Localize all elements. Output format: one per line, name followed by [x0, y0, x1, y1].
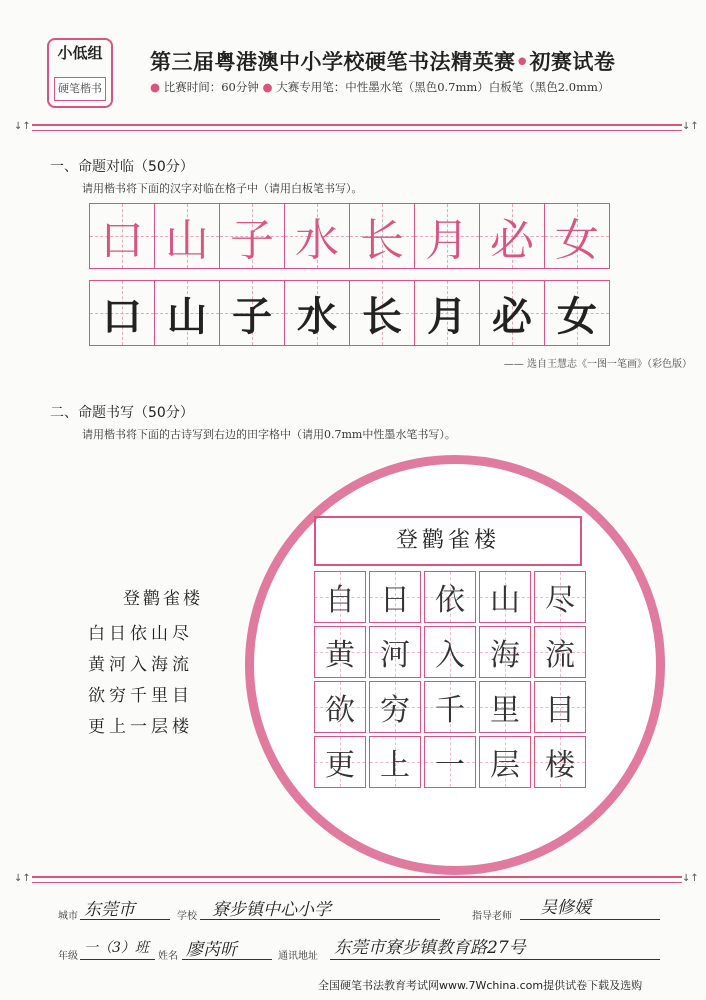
city-label: 城市: [58, 911, 78, 922]
address-label: 通讯地址: [278, 951, 318, 962]
bullet-icon: ●: [150, 80, 161, 94]
teacher-field[interactable]: 吴修媛: [540, 898, 591, 918]
poem-writing-grid: [314, 571, 589, 791]
writing-cell: 入: [424, 626, 476, 678]
writing-cell: 尽: [534, 571, 586, 623]
title-stage: 初赛试卷: [529, 50, 616, 74]
header-divider: [32, 124, 682, 126]
footer-divider-thin: [32, 882, 682, 883]
written-title-box: 登鹳雀楼: [314, 516, 582, 566]
writing-cell: 里: [479, 681, 531, 733]
name-label: 姓名: [158, 951, 178, 962]
writing-cell: 欲: [314, 681, 366, 733]
reference-cell: 长: [349, 203, 415, 269]
badge-group-label: 小低组: [57, 44, 103, 62]
writing-cell: 黄: [314, 626, 366, 678]
section1-instruction: 请用楷书将下面的汉字对临在格子中（请用白板笔书写）。: [82, 182, 363, 195]
writing-cell: 海: [479, 626, 531, 678]
writing-cell: 河: [369, 626, 421, 678]
writing-cell: 千: [424, 681, 476, 733]
copy-cell: 女: [544, 280, 610, 346]
title-main: 第三届粤港澳中小学校硬笔书法精英赛: [150, 50, 516, 74]
separator-left-icon: ↓↑: [14, 873, 31, 884]
site-credit: 全国硬笔书法教育考试网www.7Wchina.com提供试卷下载及选购: [318, 979, 643, 992]
reference-cell: 山: [154, 203, 220, 269]
address-field[interactable]: 东莞市寮步镇教育路27号: [334, 938, 526, 958]
badge-style-label: 硬笔楷书: [54, 77, 106, 101]
exam-info: [150, 79, 609, 95]
city-field[interactable]: 东莞市: [84, 900, 135, 920]
title-dot-icon: •: [515, 50, 530, 74]
writing-cell: 一: [424, 736, 476, 788]
section1-heading: 一、命题对临（50分）: [50, 159, 194, 175]
reference-cell: 子: [219, 203, 285, 269]
separator-left-icon: ↓↑: [14, 121, 31, 132]
pen-label: 大赛专用笔：中性墨水笔（黑色0.7mm）白板笔（黑色2.0mm）: [276, 80, 610, 94]
poem-line: 欲穷千里目: [88, 686, 193, 706]
copy-cell: 水: [284, 280, 350, 346]
section2-instruction: 请用楷书将下面的古诗写到右边的田字格中（请用0.7mm中性墨水笔书写）。: [82, 428, 456, 441]
address-line: [330, 959, 660, 960]
header-divider-thin: [32, 130, 682, 131]
writing-cell: 山: [479, 571, 531, 623]
grade-label: 年级: [58, 951, 78, 962]
copy-grid: [90, 280, 610, 346]
separator-right-icon: ↓↑: [682, 121, 699, 132]
poem-title: 登鹳雀楼: [123, 589, 203, 609]
copy-cell: 长: [349, 280, 415, 346]
teacher-line: [520, 919, 660, 920]
copy-cell: 月: [414, 280, 480, 346]
poem-line: 白日依山尽: [88, 624, 193, 644]
separator-right-icon: ↓↑: [682, 873, 699, 884]
copy-cell: 子: [219, 280, 285, 346]
time-label: 比赛时间：60分钟: [163, 80, 259, 94]
footer-divider: [32, 876, 682, 878]
copy-cell: 必: [479, 280, 545, 346]
poem-line: 更上一层楼: [88, 717, 193, 737]
writing-cell: 穷: [369, 681, 421, 733]
writing-cell: 日: [369, 571, 421, 623]
copy-cell: 口: [89, 280, 155, 346]
grade-line: [80, 959, 155, 960]
reference-grid: [90, 203, 610, 269]
writing-cell: 楼: [534, 736, 586, 788]
writing-cell: 目: [534, 681, 586, 733]
writing-cell: 自: [314, 571, 366, 623]
reference-cell: 水: [284, 203, 350, 269]
writing-cell: 依: [424, 571, 476, 623]
reference-cell: 必: [479, 203, 545, 269]
grade-field[interactable]: 一（3）班: [84, 940, 149, 956]
writing-cell: 上: [369, 736, 421, 788]
writing-cell: 层: [479, 736, 531, 788]
category-badge: [47, 38, 113, 108]
page-title: [150, 46, 615, 76]
poem-reference: [88, 584, 238, 743]
bullet-icon: ●: [262, 80, 273, 94]
name-field[interactable]: 廖芮昕: [186, 940, 237, 960]
source-citation: —— 选自王慧志《一图一笔画》（彩色版）: [503, 359, 692, 370]
reference-cell: 月: [414, 203, 480, 269]
school-field[interactable]: 寮步镇中心小学: [212, 900, 331, 920]
copy-cell: 山: [154, 280, 220, 346]
teacher-label: 指导老师: [472, 911, 512, 922]
school-label: 学校: [177, 911, 197, 922]
poem-line: 黄河入海流: [88, 655, 193, 675]
writing-cell: 流: [534, 626, 586, 678]
reference-cell: 口: [89, 203, 155, 269]
section2-heading: 二、命题书写（50分）: [50, 405, 194, 421]
writing-cell: 更: [314, 736, 366, 788]
reference-cell: 女: [544, 203, 610, 269]
